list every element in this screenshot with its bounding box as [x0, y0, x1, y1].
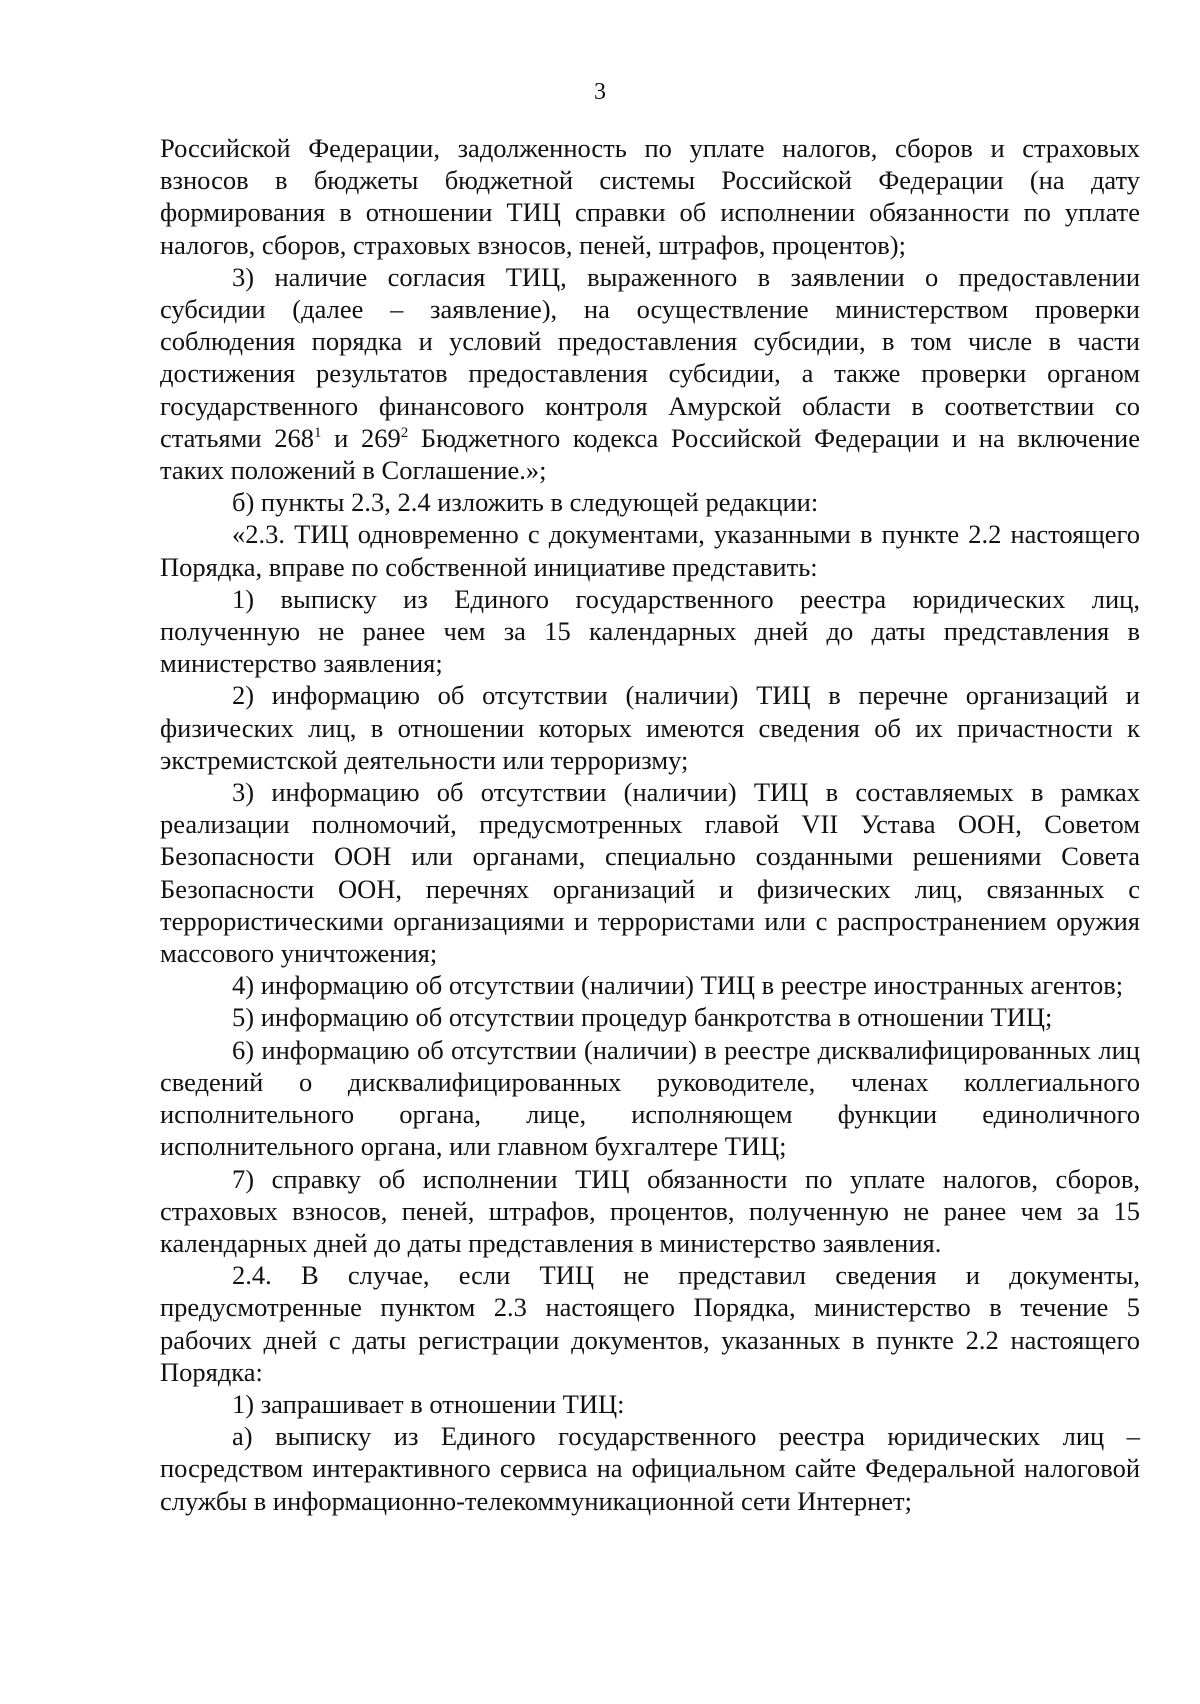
paragraph-text: 3) наличие согласия ТИЦ, выраженного в заявлении о предоставлении субсидии (далее – заявление), на осуществление министерством проверки соблюдения порядка и условий предоставления субсидии, в том числе в части достижения результатов предоставления субсидии, а также проверки органом государственного финансового контроля Амурской области в соответствии со статьями 268 — [160, 261, 1140, 453]
superscript: 1 — [313, 424, 322, 441]
document-body — [160, 132, 1140, 1517]
superscript: 2 — [400, 424, 409, 441]
paragraph-continuation: Российской Федерации, задолженность по уплате налогов, сборов и страховых взносов в бюджеты бюджетной системы Российской Федерации (на дату формирования в отношении ТИЦ справки об исполнении обязанности по уплате налогов, сборов, страховых взносов, пеней, штрафов, процентов); — [160, 133, 1140, 260]
paragraph-list-item-2: 2) информацию об отсутствии (наличии) ТИЦ в перечне организаций и физических лиц, в отношении которых имеются сведения об их причастности к экстремистской деятельности или терроризму; — [160, 680, 1140, 775]
paragraph-clause-2-4: 2.4. В случае, если ТИЦ не представил сведения и документы, предусмотренные пунктом 2.3 настоящего Порядка, министерство в течение 5 рабочих дней с даты регистрации документов, указанных в пункте 2.2 настоящего Порядка: — [160, 1260, 1140, 1387]
paragraph-list-item-3: 3) информацию об отсутствии (наличии) ТИЦ в составляемых в рамках реализации полномочий, предусмотренных главой VII Устава ООН, Советом Безопасности ООН или органами, специально созданными решениями Совета Безопасности ООН, перечнях организаций и физических лиц, связанных с террористическими организациями и террористами или с распространением оружия массового уничтожения; — [160, 777, 1140, 969]
paragraph-subitem-b: б) пункты 2.3, 2.4 изложить в следующей редакции: — [232, 487, 819, 518]
paragraph-item-3-consent — [160, 261, 1140, 486]
paragraph-list-item-4: 4) информацию об отсутствии (наличии) ТИЦ в реестре иностранных агентов; — [232, 970, 1124, 1001]
paragraph-text: и 269 — [321, 422, 401, 453]
paragraph-clause-2-3: «2.3. ТИЦ одновременно с документами, указанными в пункте 2.2 настоящего Порядка, вправе по собственной инициативе представить: — [160, 519, 1140, 582]
paragraph-list-item-6: 6) информацию об отсутствии (наличии) в реестре дисквалифицированных лиц сведений о дисквалифицированных руководителе, членах коллегиального исполнительного органа, лице, исполняющем функции единоличного исполнительного органа, или главном бухгалтере ТИЦ; — [160, 1034, 1140, 1162]
paragraph-request-item-1: 1) запрашивает в отношении ТИЦ: — [232, 1388, 625, 1419]
paragraph-list-item-7: 7) справку об исполнении ТИЦ обязанности по уплате налогов, сборов, страховых взносов, пеней, штрафов, процентов, полученную не ранее чем за 15 календарных дней до даты представления в министерство заявления. — [160, 1163, 1140, 1258]
paragraph-list-item-1: 1) выписку из Единого государственного реестра юридических лиц, полученную не ранее чем за 15 календарных дней до даты представления в министерство заявления; — [160, 583, 1140, 679]
paragraph-request-subitem-a: а) выписку из Единого государственного реестра юридических лиц – посредством интерактивного сервиса на официальном сайте Федеральной налоговой службы в информационно-телекоммуникационной сети Интернет; — [160, 1421, 1140, 1516]
page-number: 3 — [594, 79, 606, 105]
paragraph-text: Бюджетного кодекса Российской Федерации и на включение таких положений в Соглашение.»; — [160, 422, 1141, 486]
paragraph-list-item-5: 5) информацию об отсутствии процедур банкротства в отношении ТИЦ; — [232, 1002, 1053, 1033]
